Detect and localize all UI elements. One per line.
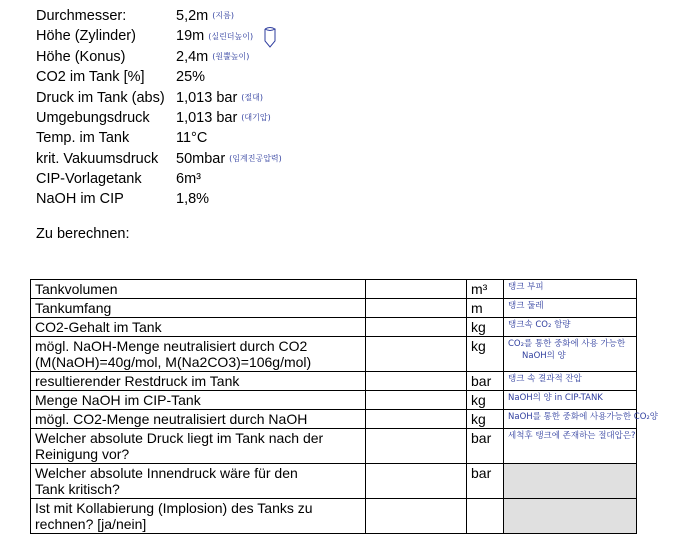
- parameter-row: [36, 149, 282, 169]
- table-row: [31, 372, 637, 391]
- results-table: [30, 279, 659, 534]
- note-cell: [504, 499, 637, 534]
- row-label-line: Ist mit Kollabierung (Implosion) des Tanks zu: [35, 500, 313, 516]
- parameter-value: 11°C: [176, 130, 208, 147]
- row-label-line: (M(NaOH)=40g/mol, M(Na2CO3)=106g/mol): [35, 354, 312, 370]
- table-row: [31, 337, 637, 372]
- calc-heading: Zu berechnen:: [36, 226, 130, 242]
- answer-cell[interactable]: [366, 391, 467, 410]
- row-label: [31, 299, 366, 318]
- table-row: [31, 499, 637, 534]
- parameter-row: [36, 67, 282, 87]
- parameter-label: CIP-Vorlagetank: [36, 171, 142, 188]
- note-cell: [504, 318, 637, 337]
- table-row: [31, 391, 637, 410]
- row-label-line: CO2-Gehalt im Tank: [35, 319, 162, 335]
- row-label: [31, 391, 366, 410]
- parameter-label: Höhe (Konus): [36, 48, 126, 65]
- note-cell: [504, 280, 637, 299]
- table-row: [31, 429, 637, 464]
- row-label-line: Reinigung vor?: [35, 446, 130, 462]
- unit-cell: m: [467, 299, 504, 318]
- unit-cell: [467, 499, 504, 534]
- row-label: [31, 410, 366, 429]
- parameter-value: 2,4m: [176, 48, 209, 65]
- row-label-line: rechnen? [ja/nein]: [35, 516, 147, 532]
- handwritten-note: (임계진공압력): [229, 153, 282, 163]
- note-cell: [504, 464, 637, 499]
- row-label-line: Tankvolumen: [35, 281, 118, 297]
- parameter-label: krit. Vakuumsdruck: [36, 150, 159, 167]
- note-cell: [504, 299, 637, 318]
- parameter-value: 5,2m: [176, 7, 209, 24]
- row-label-line: resultierender Restdruck im Tank: [35, 373, 240, 389]
- table-row: [31, 280, 637, 299]
- answer-cell[interactable]: [366, 464, 467, 499]
- tank-sketch-icon: [263, 26, 277, 48]
- row-label-line: Welcher absolute Druck liegt im Tank nach der: [35, 430, 324, 446]
- parameter-row: [36, 47, 282, 67]
- table-row: [31, 299, 637, 318]
- parameter-value: 50mbar: [176, 150, 226, 167]
- parameter-value: 19m: [176, 28, 205, 45]
- parameter-label: Temp. im Tank: [36, 130, 130, 147]
- table-row: [31, 464, 637, 499]
- unit-cell: kg: [467, 318, 504, 337]
- parameter-row: [36, 88, 282, 108]
- handwritten-note: 세척후 탱크에 존재하는 절대압은?: [508, 431, 636, 441]
- parameter-value: 1,013 bar: [176, 109, 238, 126]
- handwritten-note: (실린더높이): [208, 31, 254, 41]
- parameter-label: Höhe (Zylinder): [36, 28, 136, 45]
- unit-cell: bar: [467, 464, 504, 499]
- handwritten-note: NaOH의 양: [522, 351, 566, 361]
- parameter-value: 1,013 bar: [176, 89, 238, 106]
- parameter-row: [36, 190, 282, 210]
- parameter-value: 25%: [176, 69, 206, 86]
- parameter-label: Umgebungsdruck: [36, 109, 150, 126]
- note-cell: [504, 429, 637, 464]
- answer-cell[interactable]: [366, 318, 467, 337]
- handwritten-note: 탱크 둘레: [508, 301, 544, 311]
- answer-cell[interactable]: [366, 280, 467, 299]
- row-label-line: mögl. NaOH-Menge neutralisiert durch CO2: [35, 338, 308, 354]
- handwritten-note: 탱크속 CO₂ 함량: [508, 320, 571, 330]
- parameter-label: Durchmesser:: [36, 7, 127, 24]
- row-label-line: Welcher absolute Innendruck wäre für den: [35, 465, 298, 481]
- row-label: [31, 318, 366, 337]
- row-label: [31, 280, 366, 299]
- handwritten-note: NaOH를 통한 중화에 사용가능한 CO₂양: [508, 412, 659, 422]
- answer-cell[interactable]: [366, 299, 467, 318]
- handwritten-note: NaOH의 양 in CIP-TANK: [508, 393, 603, 403]
- answer-cell[interactable]: [366, 499, 467, 534]
- unit-cell: bar: [467, 372, 504, 391]
- handwritten-note: CO₂를 통한 중화에 사용 가능한: [508, 339, 626, 349]
- handwritten-note: (원뿔높이): [212, 51, 250, 61]
- unit-cell: kg: [467, 337, 504, 372]
- table-row: [31, 410, 637, 429]
- note-cell: [504, 410, 659, 429]
- parameter-row: [36, 128, 282, 148]
- answer-cell[interactable]: [366, 429, 467, 464]
- parameter-label: CO2 im Tank [%]: [36, 69, 145, 86]
- row-label-line: Tankumfang: [35, 300, 112, 316]
- handwritten-note: (지름): [212, 11, 234, 21]
- unit-cell: kg: [467, 410, 504, 429]
- handwritten-note: (절대): [241, 92, 263, 102]
- parameter-label: Druck im Tank (abs): [36, 89, 165, 106]
- unit-cell: bar: [467, 429, 504, 464]
- row-label: [31, 499, 366, 534]
- parameter-row: [36, 6, 282, 26]
- handwritten-note: 탱크 속 결과적 잔압: [508, 374, 582, 384]
- row-label: [31, 337, 366, 372]
- note-cell: [504, 391, 637, 410]
- parameter-list: [36, 6, 282, 210]
- parameter-row: [36, 169, 282, 189]
- parameter-value: 1,8%: [176, 191, 210, 208]
- parameter-row: [36, 108, 282, 128]
- handwritten-note: (대기압): [241, 113, 271, 123]
- row-label: [31, 372, 366, 391]
- handwritten-note: 탱크 부피: [508, 282, 544, 292]
- row-label: [31, 464, 366, 499]
- answer-cell[interactable]: [366, 372, 467, 391]
- row-label: [31, 429, 366, 464]
- parameter-value: 6m³: [176, 171, 201, 188]
- unit-cell: kg: [467, 391, 504, 410]
- note-cell: [504, 337, 637, 372]
- answer-cell[interactable]: [366, 410, 467, 429]
- unit-cell: m³: [467, 280, 504, 299]
- row-label-line: Tank kritisch?: [35, 481, 120, 497]
- row-label-line: mögl. CO2-Menge neutralisiert durch NaOH: [35, 411, 308, 427]
- answer-cell[interactable]: [366, 337, 467, 372]
- row-label-line: Menge NaOH im CIP-Tank: [35, 392, 201, 408]
- parameter-row: [36, 26, 282, 46]
- parameter-label: NaOH im CIP: [36, 191, 124, 208]
- table-row: [31, 318, 637, 337]
- note-cell: [504, 372, 637, 391]
